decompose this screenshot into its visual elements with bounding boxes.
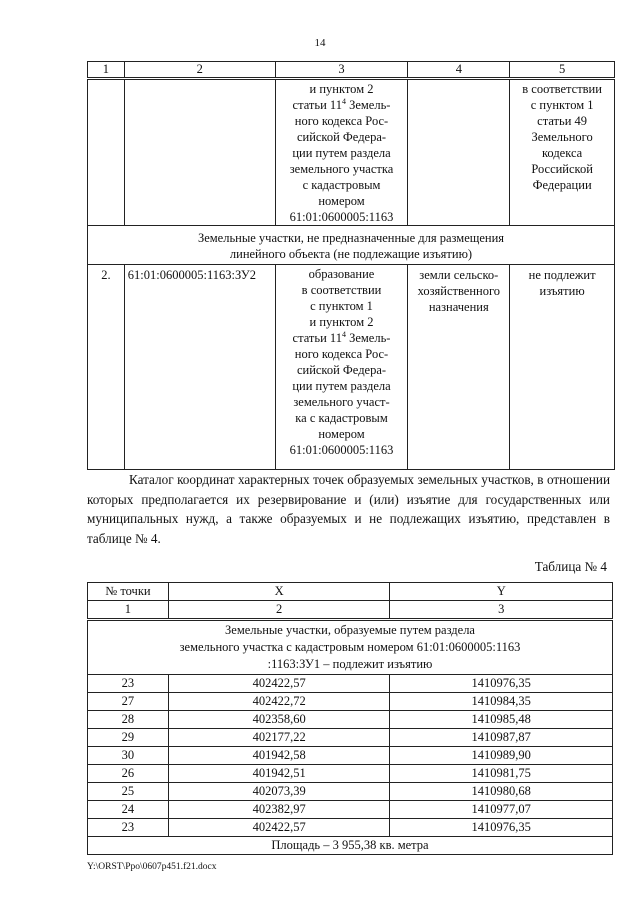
point-number: 24 (88, 801, 169, 819)
text-line: линейного объекта (не подлежащие изъятию) (229, 247, 473, 261)
point-number: 25 (88, 783, 169, 801)
table1-cell (124, 79, 275, 226)
text-line: и пунктом 2 (309, 82, 374, 96)
x-coordinate: 402422,57 (168, 819, 390, 837)
body-paragraph (87, 470, 610, 548)
y-coordinate: 1410977,07 (390, 801, 613, 819)
header-x: X (168, 583, 390, 601)
page-number: 14 (314, 37, 326, 49)
y-coordinate: 1410985,48 (390, 711, 613, 729)
table-row (88, 801, 613, 819)
header-point: № точки (88, 583, 169, 601)
text-line: статьи $11^4$ Земель- (292, 329, 391, 345)
text-line: Российской (531, 162, 593, 176)
text-line: Земельного (531, 130, 593, 144)
point-number: 23 (88, 675, 169, 693)
land-plots-table (87, 61, 615, 470)
table1-col-4: 4 (408, 62, 510, 79)
y-coordinate: 1410987,87 (390, 729, 613, 747)
table1-cell (408, 79, 510, 226)
paragraph-text: Каталог координат характерных точек образуемых земельных участков, в отношении которых предполагается их резервирование и (или) изъятие для государственных или муниципальных нужд, а также образуемых и не подлежащих изъятию, представлен в таблице № 4. (87, 472, 610, 546)
text-line: земельного участ- (293, 395, 390, 409)
row-number: 2. (88, 265, 125, 470)
land-category-cell (408, 265, 510, 470)
table1-col-2: 2 (124, 62, 275, 79)
table1-status-cell (510, 79, 615, 226)
table1-cell (88, 79, 125, 226)
x-coordinate: 402422,57 (168, 675, 390, 693)
table-row (88, 729, 613, 747)
y-coordinate: 1410976,35 (390, 675, 613, 693)
x-coordinate: 402358,60 (168, 711, 390, 729)
point-number: 23 (88, 819, 169, 837)
table2-section-row (88, 620, 613, 675)
text-line: 61:01:0600005:1163 (289, 443, 394, 457)
text-line: Федерации (532, 178, 592, 192)
text-line: в соответствии (522, 82, 602, 96)
text-line: изъятию (539, 284, 585, 298)
table-row (88, 675, 613, 693)
text-line: Земельные участки, не предназначенные для размещения (197, 231, 505, 245)
table1-continued-row (88, 79, 615, 226)
colnum-1: 1 (88, 601, 169, 620)
text-line: 61:01:0600005:1163 (289, 210, 394, 224)
text-line: кодекса (541, 146, 583, 160)
text-line: Земельные участки, образуемые путем раздела (225, 623, 475, 637)
text-line: не подлежит (528, 268, 596, 282)
text-line: хозяйственного (417, 284, 501, 298)
text-line: земельного участка с кадастровым номером 61:01:0600005:1163 (179, 640, 521, 654)
area-total: Площадь – 3 955,38 кв. метра (88, 837, 613, 855)
table1-col-5: 5 (510, 62, 615, 79)
colnum-2: 2 (168, 601, 390, 620)
text-line: :1163:ЗУ1 – подлежит изъятию (267, 657, 433, 671)
table1-section-row (88, 226, 615, 265)
text-line: номером (318, 194, 365, 208)
text-line: сийской Федера- (296, 363, 387, 377)
y-coordinate: 1410984,35 (390, 693, 613, 711)
text-line: земли сельско- (419, 268, 499, 282)
point-number: 29 (88, 729, 169, 747)
x-coordinate: 401942,58 (168, 747, 390, 765)
table2-header-row (88, 583, 613, 601)
table-row (88, 711, 613, 729)
text-line: ного кодекса Рос- (294, 114, 389, 128)
text-line: статьи 49 (537, 114, 588, 128)
text-line: с пунктом 1 (530, 98, 594, 112)
point-number: 28 (88, 711, 169, 729)
section-title (88, 226, 615, 265)
table1-row-2 (88, 265, 615, 470)
y-coordinate: 1410980,68 (390, 783, 613, 801)
x-coordinate: 402422,72 (168, 693, 390, 711)
text-line: ного кодекса Рос- (294, 347, 389, 361)
table2-area-row (88, 837, 613, 855)
section-title (88, 620, 613, 675)
text-line: земельного участка (289, 162, 394, 176)
text-line: статьи $11^4$ Земель- (292, 96, 391, 112)
point-number: 30 (88, 747, 169, 765)
text-line: сийской Федера- (296, 130, 387, 144)
table1-basis-cell (275, 79, 408, 226)
x-coordinate: 401942,51 (168, 765, 390, 783)
text-line: ка с кадастровым (295, 411, 388, 425)
colnum-3: 3 (390, 601, 613, 620)
table-row (88, 693, 613, 711)
text-line: ции путем раздела (292, 146, 391, 160)
x-coordinate: 402073,39 (168, 783, 390, 801)
table-row (88, 765, 613, 783)
table-row (88, 783, 613, 801)
x-coordinate: 402177,22 (168, 729, 390, 747)
point-number: 26 (88, 765, 169, 783)
text-line: с пунктом 1 (310, 299, 373, 313)
table-caption: Таблица № 4 (534, 559, 607, 574)
table-row (88, 747, 613, 765)
table1-status-cell (510, 265, 615, 470)
text-line: с кадастровым (302, 178, 381, 192)
y-coordinate: 1410989,90 (390, 747, 613, 765)
coordinates-table (87, 582, 613, 855)
text-line: назначения (428, 300, 489, 314)
table2-colnum-row (88, 601, 613, 620)
table1-header-row (88, 62, 615, 79)
table1-basis-cell (275, 265, 408, 470)
table1-col-3: 3 (275, 62, 408, 79)
text-line: и пунктом 2 (309, 315, 374, 329)
header-y: Y (390, 583, 613, 601)
text-line: в соответствии (301, 283, 382, 297)
text-line: номером (318, 427, 365, 441)
y-coordinate: 1410981,75 (390, 765, 613, 783)
text-line: образование (308, 267, 375, 281)
y-coordinate: 1410976,35 (390, 819, 613, 837)
file-path-footer: Y:\ORST\Ppo\0607p451.f21.docx (87, 862, 217, 872)
table-row (88, 819, 613, 837)
text-line: ции путем раздела (292, 379, 391, 393)
point-number: 27 (88, 693, 169, 711)
table1-col-1: 1 (88, 62, 125, 79)
cadastral-number: 61:01:0600005:1163:ЗУ2 (124, 265, 275, 470)
x-coordinate: 402382,97 (168, 801, 390, 819)
